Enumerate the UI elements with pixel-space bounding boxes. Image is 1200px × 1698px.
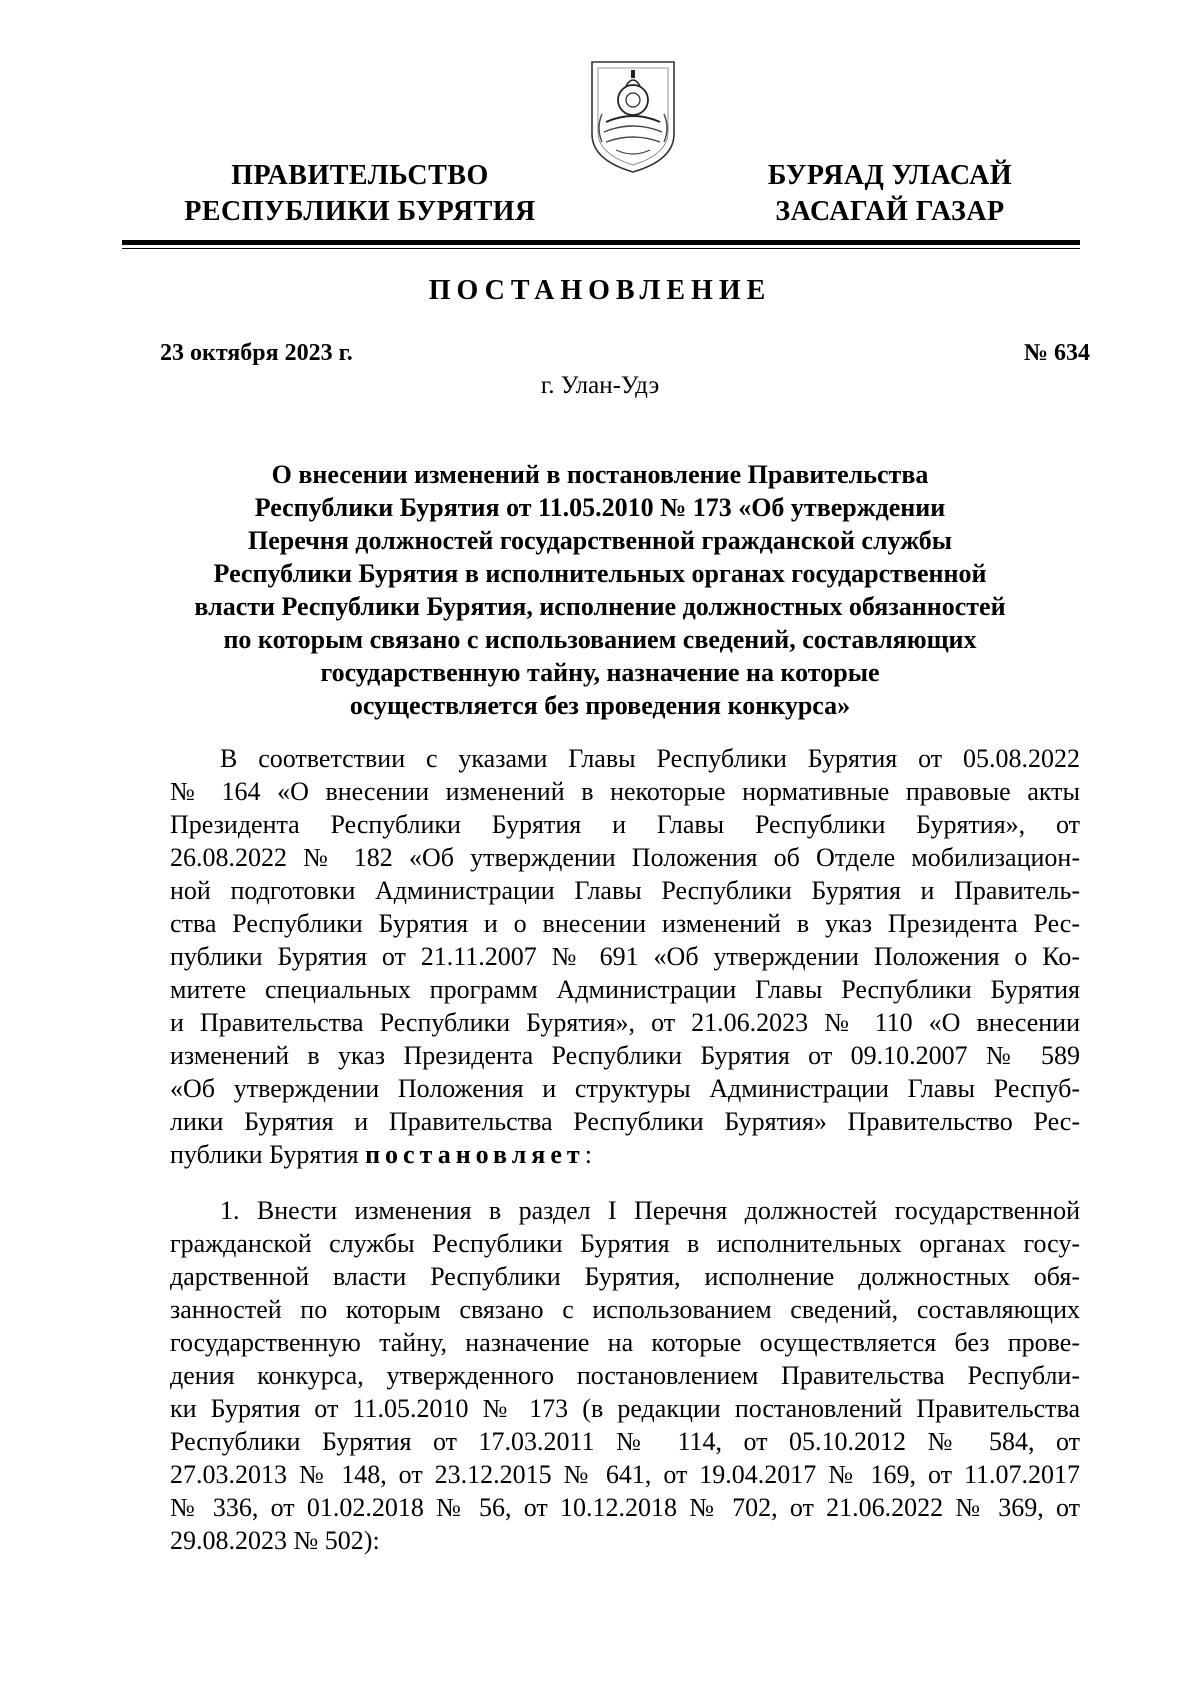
paragraph-line: лики Бурятия и Правительства Республики Бурятия» Правительство Рес-	[170, 1107, 1080, 1136]
header-rule-thick	[122, 240, 1080, 245]
header-left	[165, 158, 555, 230]
title-line: Республики Бурятия в исполнительных органах государственной	[213, 559, 987, 588]
title-line: по которым связано с использованием сведений, составляющих	[223, 625, 977, 654]
paragraph-line: гражданской службы Республики Бурятия в исполнительных органах госу-	[170, 1229, 1080, 1258]
doc-date: 23 октября 2023 г.	[160, 340, 353, 366]
title-line: Перечня должностей государственной гражданской службы	[247, 526, 953, 555]
title-line: осуществляется без проведения конкурса»	[349, 691, 851, 720]
paragraph-last-line	[170, 1138, 1080, 1171]
paragraph-line: публики Бурятия от 21.11.2007 № 691 «Об утверждении Положения о Ко-	[170, 942, 1080, 971]
resolution-verb: постановляет	[365, 1140, 585, 1169]
clause-1-paragraph	[170, 1194, 1080, 1557]
paragraph-line: Президента Республики Бурятия и Главы Республики Бурятия», от	[170, 810, 1080, 839]
title-line: государственную тайну, назначение на которые	[320, 658, 880, 687]
paragraph-line: государственную тайну, назначение на которые осуществляется без прове-	[170, 1328, 1080, 1357]
paragraph-line: занностей по которым связано с использованием сведений, составляющих	[170, 1295, 1080, 1324]
header-left-line1: ПРАВИТЕЛЬСТВО	[231, 160, 489, 191]
paragraph-line: ки Бурятия от 11.05.2010 № 173 (в редакции постановлений Правительства	[170, 1394, 1080, 1423]
paragraph-line: ства Республики Бурятия и о внесении изменений в указ Президента Рес-	[170, 909, 1080, 938]
paragraph-line: дения конкурса, утвержденного постановлением Правительства Республи-	[170, 1361, 1080, 1390]
header-left-line2: РЕСПУБЛИКИ БУРЯТИЯ	[184, 196, 536, 227]
doc-title	[140, 458, 1060, 722]
resolution-suffix: :	[584, 1140, 592, 1169]
title-line: О внесении изменений в постановление Правительства	[271, 460, 929, 489]
paragraph-line: митете специальных программ Администрации Главы Республики Бурятия	[170, 975, 1080, 1004]
paragraph-line: 1. Внести изменения в раздел I Перечня должностей государственной	[220, 1196, 1080, 1225]
title-line: Республики Бурятия от 11.05.2010 № 173 «Об утверждении	[254, 493, 946, 522]
paragraph-line: ной подготовки Администрации Главы Республики Бурятия и Правитель-	[170, 876, 1080, 905]
paragraph-line: 29.08.2023 № 502):	[170, 1526, 380, 1555]
title-line: власти Республики Бурятия, исполнение должностных обязанностей	[194, 592, 1006, 621]
paragraph-line: В соответствии с указами Главы Республики Бурятия от 05.08.2022	[220, 744, 1080, 773]
doc-city: г. Улан-Удэ	[540, 372, 660, 399]
header-right-line1: БУРЯАД УЛАСАЙ	[767, 160, 1013, 191]
paragraph-line: дарственной власти Республики Бурятия, исполнение должностных обя-	[170, 1262, 1080, 1291]
resolution-prefix: публики Бурятия	[170, 1140, 366, 1169]
header-rule-thin	[122, 248, 1080, 249]
paragraph-line: № 164 «О внесении изменений в некоторые нормативные правовые акты	[170, 777, 1080, 806]
paragraph-line: Республики Бурятия от 17.03.2011 № 114, от 05.10.2012 № 584, от	[170, 1427, 1080, 1456]
preamble-paragraph	[170, 742, 1080, 1171]
header-right-line2: ЗАСАГАЙ ГАЗАР	[775, 196, 1005, 227]
paragraph-line: «Об утверждении Положения и структуры Администрации Главы Респуб-	[170, 1074, 1080, 1103]
paragraph-line: 26.08.2022 № 182 «Об утверждении Положения об Отделе мобилизацион-	[170, 843, 1080, 872]
header-right	[740, 158, 1040, 230]
doc-type: ПОСТАНОВЛЕНИЕ	[428, 275, 772, 306]
doc-number: № 634	[1023, 340, 1090, 366]
coat-of-arms-icon	[586, 56, 680, 176]
paragraph-line: 27.03.2013 № 148, от 23.12.2015 № 641, от 19.04.2017 № 169, от 11.07.2017	[170, 1460, 1080, 1489]
paragraph-line: изменений в указ Президента Республики Бурятия от 09.10.2007 № 589	[170, 1041, 1080, 1070]
paragraph-line: и Правительства Республики Бурятия», от 21.06.2023 № 110 «О внесении	[170, 1008, 1080, 1037]
paragraph-line: № 336, от 01.02.2018 № 56, от 10.12.2018 № 702, от 21.06.2022 № 369, от	[170, 1493, 1080, 1522]
